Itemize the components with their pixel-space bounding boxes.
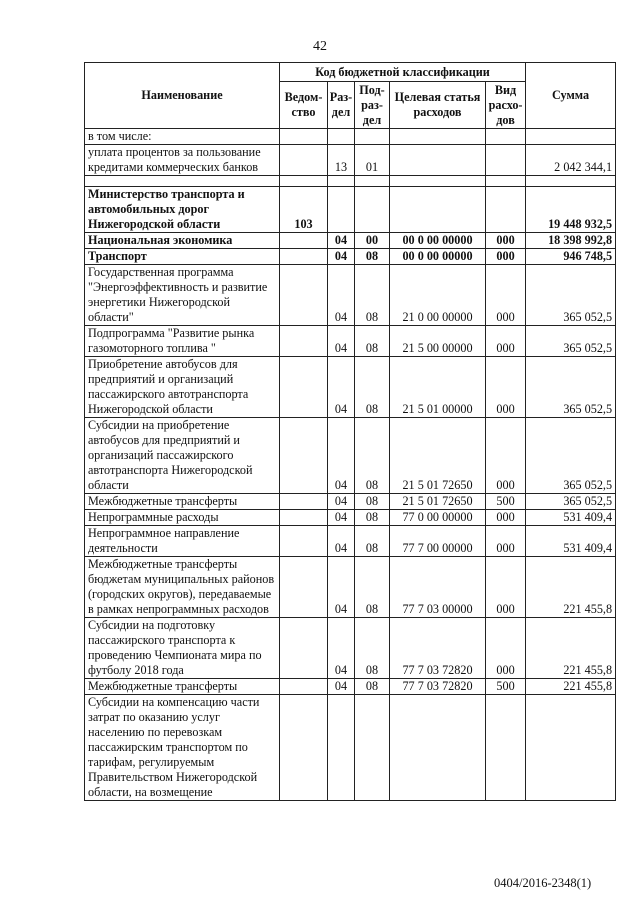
cell-ved: [280, 526, 328, 557]
cell-cs: 77 7 03 72820: [390, 679, 486, 695]
cell-ved: [280, 557, 328, 618]
header-vedomstvo: Ведом-ство: [280, 82, 328, 129]
table-row: [85, 418, 616, 494]
cell-cs: 21 0 00 00000: [390, 265, 486, 326]
cell-vr: 000: [486, 326, 526, 357]
cell-vr: 000: [486, 357, 526, 418]
cell-name: Министерство транспорта и автомобильных дорог Нижегородской области: [85, 187, 280, 233]
cell-sum: 531 409,4: [526, 510, 616, 526]
cell-rz: 04: [328, 510, 355, 526]
cell-pr: 08: [355, 249, 390, 265]
cell-name: в том числе:: [85, 129, 280, 145]
cell-cs: [390, 187, 486, 233]
cell-ved: [280, 176, 328, 187]
cell-cs: 21 5 01 72650: [390, 418, 486, 494]
cell-pr: 08: [355, 326, 390, 357]
header-vid: Вид расхо-дов: [486, 82, 526, 129]
cell-vr: [486, 695, 526, 801]
cell-cs: [390, 145, 486, 176]
cell-sum: 365 052,5: [526, 418, 616, 494]
cell-pr: 08: [355, 265, 390, 326]
cell-rz: 04: [328, 233, 355, 249]
cell-cs: 21 5 00 00000: [390, 326, 486, 357]
table-row: [85, 494, 616, 510]
table-row: [85, 510, 616, 526]
table-row: [85, 618, 616, 679]
cell-ved: [280, 618, 328, 679]
cell-name: Межбюджетные трансферты: [85, 679, 280, 695]
table-row: [85, 233, 616, 249]
table-row: [85, 129, 616, 145]
cell-vr: [486, 145, 526, 176]
cell-rz: 04: [328, 357, 355, 418]
cell-vr: [486, 129, 526, 145]
cell-sum: 18 398 992,8: [526, 233, 616, 249]
table-row: [85, 176, 616, 187]
cell-vr: 000: [486, 510, 526, 526]
cell-rz: 04: [328, 418, 355, 494]
cell-pr: 08: [355, 679, 390, 695]
cell-pr: 01: [355, 145, 390, 176]
cell-sum: 365 052,5: [526, 265, 616, 326]
cell-name: Транспорт: [85, 249, 280, 265]
table-row: [85, 557, 616, 618]
cell-sum: 365 052,5: [526, 326, 616, 357]
cell-sum: 2 042 344,1: [526, 145, 616, 176]
cell-ved: [280, 679, 328, 695]
table-row: [85, 145, 616, 176]
cell-ved: [280, 695, 328, 801]
cell-cs: [390, 176, 486, 187]
cell-cs: 00 0 00 00000: [390, 249, 486, 265]
cell-ved: [280, 265, 328, 326]
cell-sum: [526, 176, 616, 187]
cell-vr: 000: [486, 249, 526, 265]
cell-name: Субсидии на компенсацию части затрат по оказанию услуг населению по перевозкам пассажирским транспортом по тарифам, регулируемым Правительством Нижегородской области, на возмещение: [85, 695, 280, 801]
cell-pr: 08: [355, 418, 390, 494]
cell-ved: [280, 129, 328, 145]
cell-vr: [486, 176, 526, 187]
budget-table: [84, 62, 616, 801]
cell-rz: 04: [328, 526, 355, 557]
cell-name: Межбюджетные трансферты: [85, 494, 280, 510]
cell-cs: 77 7 03 72820: [390, 618, 486, 679]
cell-rz: 04: [328, 679, 355, 695]
cell-sum: 221 455,8: [526, 557, 616, 618]
cell-name: Межбюджетные трансферты бюджетам муниципальных районов (городских округов), передаваемые в рамках непрограммных расходов: [85, 557, 280, 618]
cell-ved: [280, 145, 328, 176]
cell-ved: [280, 326, 328, 357]
cell-pr: 08: [355, 557, 390, 618]
header-code-group: Код бюджетной классификации: [280, 63, 526, 82]
cell-vr: 000: [486, 557, 526, 618]
cell-pr: 08: [355, 357, 390, 418]
cell-vr: 500: [486, 494, 526, 510]
cell-sum: 946 748,5: [526, 249, 616, 265]
cell-cs: 21 5 01 00000: [390, 357, 486, 418]
cell-ved: [280, 418, 328, 494]
cell-ved: [280, 233, 328, 249]
cell-cs: [390, 695, 486, 801]
cell-name: Подпрограмма "Развитие рынка газомоторного топлива ": [85, 326, 280, 357]
document-code: 0404/2016-2348(1): [494, 876, 592, 890]
table-row: [85, 695, 616, 801]
header-celevaya: Целевая статья расходов: [390, 82, 486, 129]
cell-rz: 04: [328, 265, 355, 326]
table-row: [85, 679, 616, 695]
cell-rz: [328, 187, 355, 233]
cell-cs: 21 5 01 72650: [390, 494, 486, 510]
table-row: [85, 526, 616, 557]
cell-sum: [526, 695, 616, 801]
cell-vr: 000: [486, 618, 526, 679]
cell-rz: 04: [328, 494, 355, 510]
header-name: Наименование: [85, 63, 280, 129]
cell-rz: 13: [328, 145, 355, 176]
cell-vr: [486, 187, 526, 233]
page-number: 42: [313, 39, 327, 54]
cell-ved: [280, 510, 328, 526]
cell-ved: [280, 357, 328, 418]
cell-sum: 221 455,8: [526, 679, 616, 695]
cell-name: Субсидии на приобретение автобусов для предприятий и организаций пассажирского автотранспорта Нижегородской области: [85, 418, 280, 494]
cell-name: Приобретение автобусов для предприятий и организаций пассажирского автотранспорта Нижегородской области: [85, 357, 280, 418]
cell-rz: [328, 695, 355, 801]
cell-name: Субсидии на подготовку пассажирского транспорта к проведению Чемпионата мира по футболу 2018 года: [85, 618, 280, 679]
header-podrazdel: Под-раз-дел: [355, 82, 390, 129]
cell-cs: 77 0 00 00000: [390, 510, 486, 526]
cell-sum: 221 455,8: [526, 618, 616, 679]
cell-rz: 04: [328, 557, 355, 618]
cell-rz: [328, 176, 355, 187]
table-body: [85, 129, 616, 801]
cell-sum: 19 448 932,5: [526, 187, 616, 233]
cell-cs: [390, 129, 486, 145]
cell-rz: [328, 129, 355, 145]
cell-pr: [355, 176, 390, 187]
table-row: [85, 249, 616, 265]
cell-rz: 04: [328, 618, 355, 679]
table-row: [85, 265, 616, 326]
cell-rz: 04: [328, 326, 355, 357]
cell-name: Государственная программа "Энергоэффективность и развитие энергетики Нижегородской области": [85, 265, 280, 326]
cell-name: Национальная экономика: [85, 233, 280, 249]
cell-vr: 000: [486, 233, 526, 249]
cell-cs: 77 7 03 00000: [390, 557, 486, 618]
cell-ved: [280, 494, 328, 510]
cell-name: [85, 176, 280, 187]
table-row: [85, 187, 616, 233]
cell-name: уплата процентов за пользование кредитами коммерческих банков: [85, 145, 280, 176]
cell-pr: [355, 187, 390, 233]
cell-pr: 08: [355, 618, 390, 679]
cell-ved: 103: [280, 187, 328, 233]
cell-ved: [280, 249, 328, 265]
cell-pr: 00: [355, 233, 390, 249]
cell-name: Непрограммные расходы: [85, 510, 280, 526]
cell-pr: 08: [355, 526, 390, 557]
cell-cs: 77 7 00 00000: [390, 526, 486, 557]
cell-sum: 531 409,4: [526, 526, 616, 557]
cell-sum: 365 052,5: [526, 357, 616, 418]
cell-vr: 500: [486, 679, 526, 695]
table-row: [85, 326, 616, 357]
header-razdel: Раз-дел: [328, 82, 355, 129]
table-header: [85, 63, 616, 129]
cell-vr: 000: [486, 265, 526, 326]
cell-pr: 08: [355, 510, 390, 526]
cell-cs: 00 0 00 00000: [390, 233, 486, 249]
table-row: [85, 357, 616, 418]
cell-pr: [355, 695, 390, 801]
cell-vr: 000: [486, 418, 526, 494]
cell-pr: 08: [355, 494, 390, 510]
cell-vr: 000: [486, 526, 526, 557]
cell-pr: [355, 129, 390, 145]
header-summa: Сумма: [526, 63, 616, 129]
cell-name: Непрограммное направление деятельности: [85, 526, 280, 557]
cell-sum: [526, 129, 616, 145]
cell-rz: 04: [328, 249, 355, 265]
cell-sum: 365 052,5: [526, 494, 616, 510]
